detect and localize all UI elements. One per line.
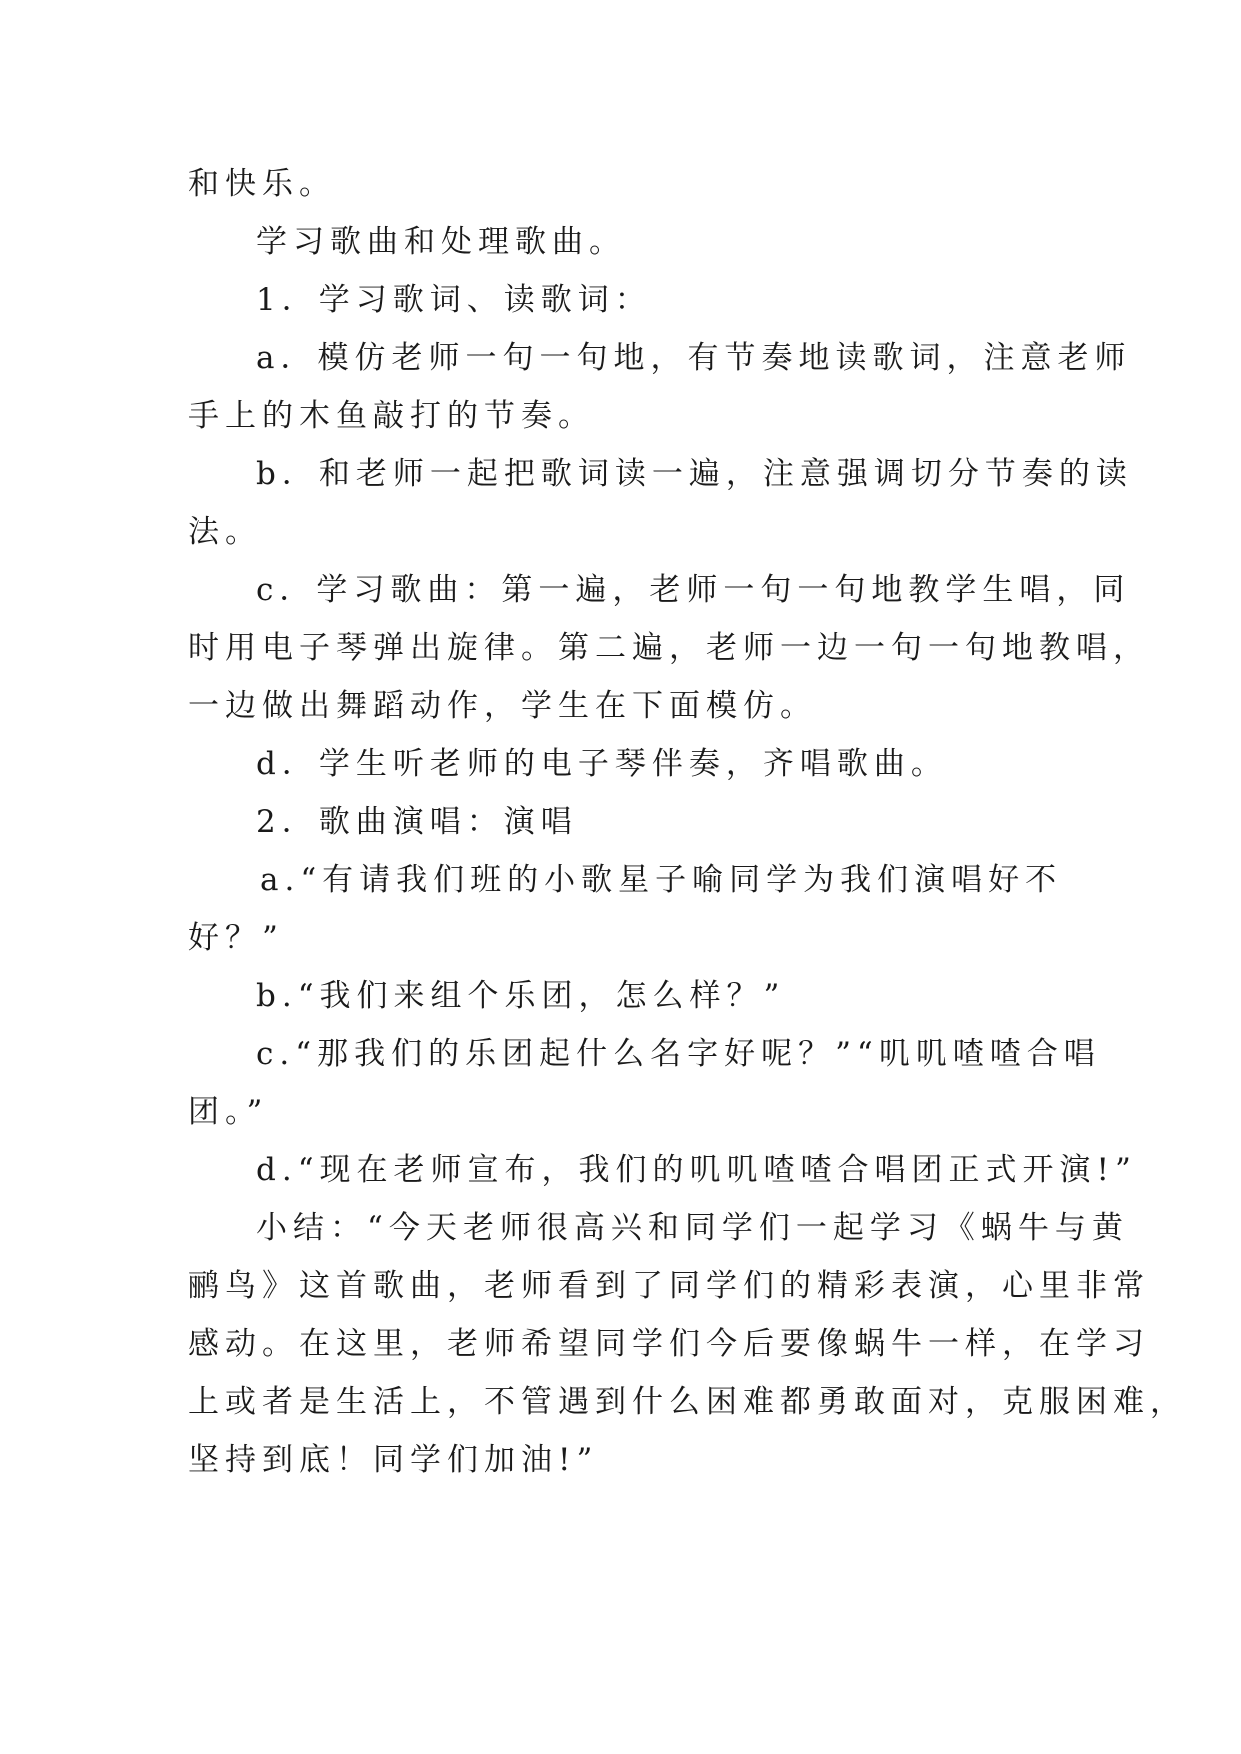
list-item-c-cont: 时用电子琴弹出旋律。第二遍，老师一边一句一句地教唱， bbox=[188, 630, 1150, 666]
summary-line: 感动。在这里，老师希望同学们今后要像蜗牛一样，在学习 bbox=[188, 1326, 1150, 1362]
step-heading: 1．学习歌词、读歌词： bbox=[256, 282, 652, 318]
summary-line: 坚持到底！同学们加油!” bbox=[188, 1442, 599, 1478]
step-heading: 2．歌曲演唱：演唱 bbox=[256, 804, 578, 840]
list-item-c-cont: 一边做出舞蹈动作，学生在下面模仿。 bbox=[188, 688, 817, 724]
list-item-a-cont: 好？” bbox=[188, 920, 284, 956]
list-item-d: d．学生听老师的电子琴伴奏，齐唱歌曲。 bbox=[256, 746, 948, 782]
summary-line: 小结：“今天老师很高兴和同学们一起学习《蜗牛与黄 bbox=[256, 1210, 1129, 1246]
list-item-a-cont: 手上的木鱼敲打的节奏。 bbox=[188, 398, 595, 434]
list-item-b: b.“我们来组个乐团，怎么样？” bbox=[256, 978, 786, 1014]
summary-line: 鹂鸟》这首歌曲，老师看到了同学们的精彩表演，心里非常 bbox=[188, 1268, 1150, 1304]
paragraph-line: 和快乐。 bbox=[188, 166, 336, 202]
list-item-b-cont: 法。 bbox=[188, 514, 262, 550]
summary-line: 上或者是生活上，不管遇到什么困难都勇敢面对，克服困难， bbox=[188, 1384, 1187, 1420]
list-item-c-cont: 团。” bbox=[188, 1094, 269, 1130]
list-item-d: d.“现在老师宣布，我们的叽叽喳喳合唱团正式开演!” bbox=[256, 1152, 1137, 1188]
list-item-c: c.“那我们的乐团起什么名字好呢？”“叽叽喳喳合唱 bbox=[256, 1036, 1101, 1072]
list-item-a: a．模仿老师一句一句地，有节奏地读歌词，注意老师 bbox=[256, 340, 1132, 376]
list-item-b: b．和老师一起把歌词读一遍，注意强调切分节奏的读 bbox=[256, 456, 1133, 492]
section-heading: 学习歌曲和处理歌曲。 bbox=[256, 224, 626, 260]
document-body bbox=[188, 155, 1187, 1489]
list-item-c: c．学习歌曲：第一遍，老师一句一句地教学生唱，同 bbox=[256, 572, 1131, 608]
list-item-a: a.“有请我们班的小歌星子喻同学为我们演唱好不 bbox=[260, 862, 1063, 898]
